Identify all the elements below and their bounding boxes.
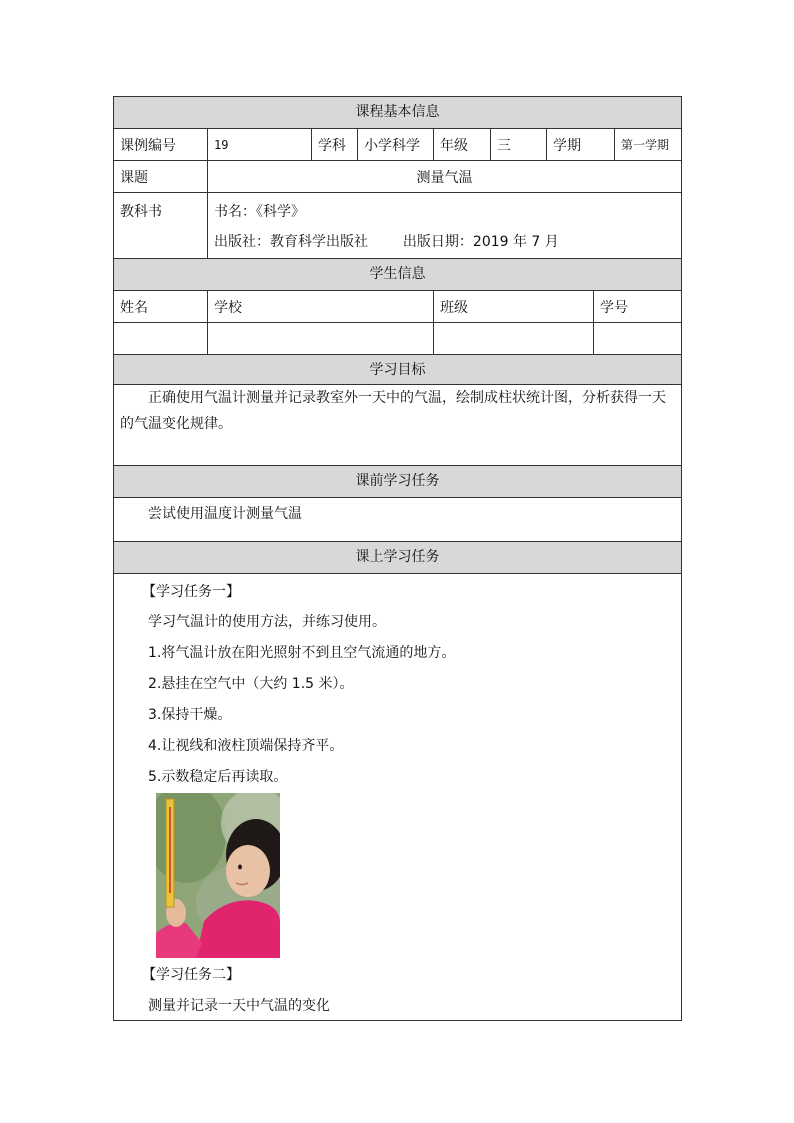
term-label: 学期 bbox=[547, 129, 615, 160]
objectives-title: 学习目标 bbox=[369, 362, 426, 378]
student-no-value-cell bbox=[594, 323, 681, 354]
step-3: 3.保持干燥。 bbox=[148, 707, 232, 723]
lesson-plan-table bbox=[113, 96, 682, 1021]
basic-info-header bbox=[114, 97, 681, 129]
step-2: 2.悬挂在空气中（大约 1.5 米）。 bbox=[148, 676, 354, 692]
topic-value: 测量气温 bbox=[416, 169, 473, 186]
objectives-content bbox=[114, 385, 681, 466]
textbook-details bbox=[208, 193, 681, 258]
subject-value: 小学科学 bbox=[358, 129, 434, 160]
pre-class-header bbox=[114, 466, 681, 498]
school-value-cell bbox=[208, 323, 434, 354]
grade-value: 三 bbox=[491, 129, 547, 160]
subject-label: 学科 bbox=[312, 129, 358, 160]
name-label: 姓名 bbox=[114, 291, 208, 322]
name-value-cell bbox=[114, 323, 208, 354]
pre-class-content bbox=[114, 498, 681, 542]
student-value-row bbox=[114, 323, 681, 355]
case-info-row bbox=[114, 129, 681, 161]
girl-with-thermometer-image bbox=[156, 793, 280, 958]
class-value-cell bbox=[434, 323, 594, 354]
objectives-header bbox=[114, 355, 681, 385]
student-no-label: 学号 bbox=[600, 299, 628, 316]
pre-class-title: 课前学习任务 bbox=[355, 473, 440, 489]
grade-label: 年级 bbox=[434, 129, 491, 160]
student-info-header bbox=[114, 259, 681, 291]
in-class-title: 课上学习任务 bbox=[355, 549, 440, 565]
basic-info-title: 课程基本信息 bbox=[355, 104, 440, 120]
book-name: 书名：《科学》 bbox=[214, 204, 305, 220]
publish-date: 出版日期：2019 年 7 月 bbox=[402, 234, 559, 250]
objectives-text: 正确使用气温计测量并记录教室外一天中的气温，绘制成柱状统计图，分析获得一天的气温变化规律。 bbox=[120, 390, 666, 432]
task2-title: 【学习任务二】 bbox=[142, 967, 240, 983]
term-value: 第一学期 bbox=[621, 138, 670, 152]
step-1: 1.将气温计放在阳光照射不到且空气流通的地方。 bbox=[148, 645, 456, 661]
topic-row bbox=[114, 161, 681, 193]
step-4: 4.让视线和液柱顶端保持齐平。 bbox=[148, 738, 344, 754]
textbook-label: 教科书 bbox=[114, 193, 208, 258]
task1-title: 【学习任务一】 bbox=[142, 584, 240, 600]
topic-label: 课题 bbox=[114, 161, 208, 192]
publisher: 出版社：教育科学出版社 bbox=[214, 234, 368, 250]
student-label-row bbox=[114, 291, 681, 323]
textbook-row bbox=[114, 193, 681, 259]
in-class-header bbox=[114, 542, 681, 574]
school-label: 学校 bbox=[208, 291, 434, 322]
step-5: 5.示数稳定后再读取。 bbox=[148, 769, 288, 785]
pre-class-text: 尝试使用温度计测量气温 bbox=[148, 506, 302, 522]
thermometer-photo bbox=[156, 793, 280, 958]
student-info-title: 学生信息 bbox=[369, 266, 426, 282]
case-no-value: 19 bbox=[208, 129, 312, 160]
task2-text: 测量并记录一天中气温的变化 bbox=[148, 998, 330, 1014]
task1-intro: 学习气温计的使用方法，并练习使用。 bbox=[148, 614, 386, 630]
case-no-label: 课例编号 bbox=[114, 129, 208, 160]
class-label: 班级 bbox=[434, 291, 594, 322]
publisher-line bbox=[214, 231, 559, 251]
